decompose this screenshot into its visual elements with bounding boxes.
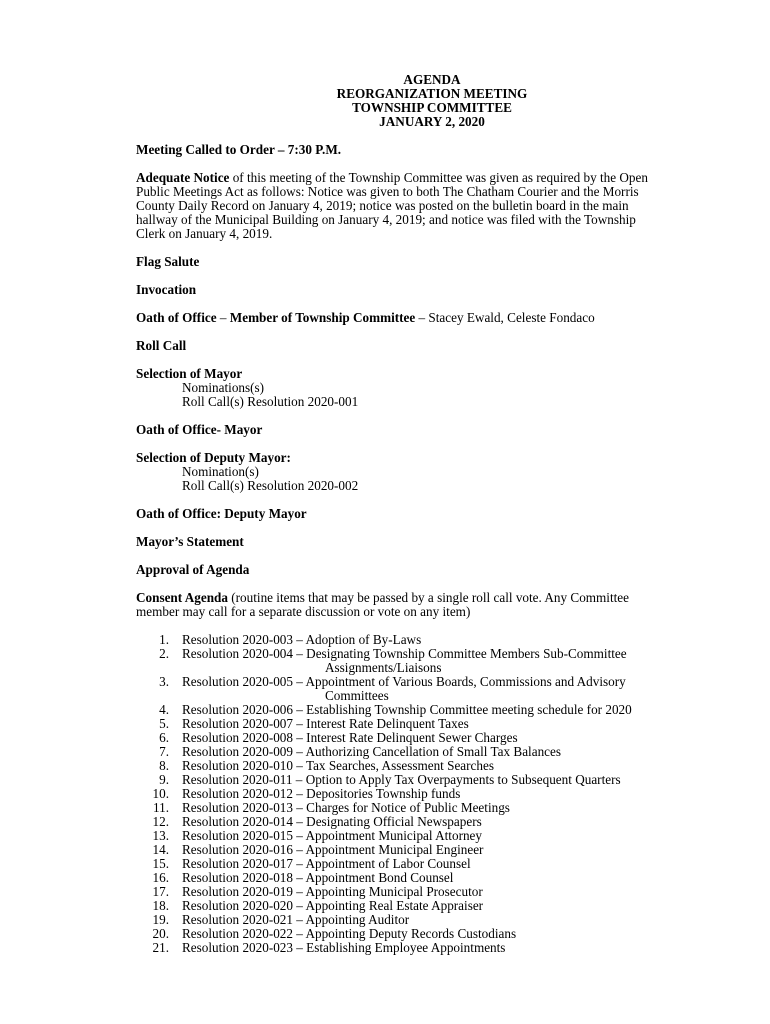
resolution-number: 13. xyxy=(152,828,169,843)
resolution-item xyxy=(136,871,736,885)
agenda-body xyxy=(136,143,736,955)
resolution-text: Resolution 2020-009 – Authorizing Cancellation of Small Tax Balances xyxy=(182,744,562,759)
resolution-item xyxy=(136,941,736,955)
resolution-item xyxy=(136,801,736,815)
consent-agenda-section xyxy=(136,591,736,619)
resolution-item xyxy=(136,843,736,857)
adequate-notice-section xyxy=(136,171,736,241)
selection-mayor-nominations: Nominations(s) xyxy=(182,380,265,395)
consent-agenda-line-1: (routine items that may be passed by a single roll call vote. Any Committee xyxy=(227,590,630,605)
oath-deputy-heading: Oath of Office: Deputy Mayor xyxy=(136,506,307,521)
header-date: JANUARY 2, 2020 xyxy=(379,114,485,129)
resolution-list xyxy=(136,633,736,955)
resolution-text: Resolution 2020-019 – Appointing Municipal Prosecutor xyxy=(182,884,483,899)
resolution-number: 4. xyxy=(159,702,169,717)
resolution-item xyxy=(136,899,736,913)
header-title: AGENDA xyxy=(403,72,461,87)
resolution-number: 6. xyxy=(159,730,169,745)
resolution-item xyxy=(136,703,736,717)
adequate-notice-line-4: hallway of the Municipal Building on January 4, 2019; and notice was filed with the Township xyxy=(136,212,636,227)
resolution-number: 14. xyxy=(152,842,169,857)
oath-member-separator: – xyxy=(216,310,230,325)
resolution-number: 12. xyxy=(152,814,169,829)
resolution-text: Resolution 2020-020 – Appointing Real Estate Appraiser xyxy=(182,898,484,913)
resolution-text-continuation: Committees xyxy=(325,688,389,703)
resolution-number: 21. xyxy=(152,940,169,955)
resolution-number: 17. xyxy=(152,884,169,899)
resolution-text: Resolution 2020-021 – Appointing Auditor xyxy=(182,912,410,927)
oath-mayor-heading: Oath of Office- Mayor xyxy=(136,422,263,437)
resolution-item xyxy=(136,829,736,843)
adequate-notice-line-1: of this meeting of the Township Committee was given as required by the Open xyxy=(229,170,648,185)
selection-deputy-roll-call: Roll Call(s) Resolution 2020-002 xyxy=(182,478,359,493)
resolution-number: 5. xyxy=(159,716,169,731)
oath-member-names: – Stacey Ewald, Celeste Fondaco xyxy=(415,310,595,325)
oath-member-label: Oath of Office xyxy=(136,310,217,325)
resolution-text: Resolution 2020-003 – Adoption of By-Laws xyxy=(182,632,422,647)
resolution-item xyxy=(136,885,736,899)
resolution-text: Resolution 2020-023 – Establishing Employee Appointments xyxy=(182,940,506,955)
selection-mayor-section xyxy=(136,367,736,409)
selection-mayor-heading: Selection of Mayor xyxy=(136,366,243,381)
resolution-number: 15. xyxy=(152,856,169,871)
mayors-statement-heading: Mayor’s Statement xyxy=(136,534,244,549)
approval-agenda-heading: Approval of Agenda xyxy=(136,562,250,577)
resolution-number: 18. xyxy=(152,898,169,913)
adequate-notice-label: Adequate Notice xyxy=(136,170,230,185)
resolution-item xyxy=(136,857,736,871)
resolution-text: Resolution 2020-018 – Appointment Bond Counsel xyxy=(182,870,454,885)
resolution-number: 10. xyxy=(152,786,169,801)
consent-agenda-label: Consent Agenda xyxy=(136,590,228,605)
resolution-text: Resolution 2020-013 – Charges for Notice of Public Meetings xyxy=(182,800,510,815)
agenda-header xyxy=(0,73,770,129)
resolution-text: Resolution 2020-007 – Interest Rate Delinquent Taxes xyxy=(182,716,469,731)
oath-member-committee-label: Member of Township Committee xyxy=(229,310,416,325)
resolution-item xyxy=(136,745,736,759)
resolution-text: Resolution 2020-010 – Tax Searches, Assessment Searches xyxy=(182,758,494,773)
invocation-heading: Invocation xyxy=(136,282,197,297)
header-committee: TOWNSHIP COMMITTEE xyxy=(352,100,512,115)
resolution-number: 20. xyxy=(152,926,169,941)
selection-mayor-roll-call: Roll Call(s) Resolution 2020-001 xyxy=(182,394,359,409)
adequate-notice-line-5: Clerk on January 4, 2019. xyxy=(136,226,273,241)
roll-call-heading: Roll Call xyxy=(136,338,187,353)
resolution-item xyxy=(136,675,736,703)
resolution-number: 19. xyxy=(152,912,169,927)
resolution-text: Resolution 2020-017 – Appointment of Labor Counsel xyxy=(182,856,471,871)
meeting-called-to-order: Meeting Called to Order – 7:30 P.M. xyxy=(136,142,342,157)
resolution-item xyxy=(136,787,736,801)
resolution-number: 8. xyxy=(159,758,169,773)
resolution-item xyxy=(136,815,736,829)
resolution-number: 16. xyxy=(152,870,169,885)
resolution-item xyxy=(136,633,736,647)
resolution-number: 3. xyxy=(159,674,169,689)
resolution-text: Resolution 2020-012 – Depositories Township funds xyxy=(182,786,461,801)
resolution-item xyxy=(136,647,736,675)
resolution-text: Resolution 2020-005 – Appointment of Various Boards, Commissions and Advisory xyxy=(182,674,626,689)
resolution-text: Resolution 2020-006 – Establishing Township Committee meeting schedule for 2020 xyxy=(182,702,632,717)
resolution-text-continuation: Assignments/Liaisons xyxy=(325,660,442,675)
resolution-item xyxy=(136,913,736,927)
resolution-text: Resolution 2020-015 – Appointment Municipal Attorney xyxy=(182,828,482,843)
resolution-item xyxy=(136,773,736,787)
resolution-number: 9. xyxy=(159,772,169,787)
resolution-number: 2. xyxy=(159,646,169,661)
resolution-item xyxy=(136,717,736,731)
resolution-text: Resolution 2020-011 – Option to Apply Tax Overpayments to Subsequent Quarters xyxy=(182,772,621,787)
header-meeting-type: REORGANIZATION MEETING xyxy=(336,86,528,101)
selection-deputy-nominations: Nomination(s) xyxy=(182,464,259,479)
adequate-notice-line-2: Public Meetings Act as follows: Notice was given to both The Chatham Courier and the Morris xyxy=(136,184,639,199)
adequate-notice-line-3: County Daily Record on January 4, 2019; notice was posted on the bulletin board in the main xyxy=(136,198,629,213)
resolution-text: Resolution 2020-022 – Appointing Deputy Records Custodians xyxy=(182,926,517,941)
resolution-text: Resolution 2020-016 – Appointment Municipal Engineer xyxy=(182,842,484,857)
resolution-number: 11. xyxy=(153,800,169,815)
resolution-item xyxy=(136,731,736,745)
resolution-number: 7. xyxy=(159,744,169,759)
resolution-number: 1. xyxy=(159,632,169,647)
selection-deputy-heading: Selection of Deputy Mayor: xyxy=(136,450,291,465)
resolution-text: Resolution 2020-014 – Designating Official Newspapers xyxy=(182,814,482,829)
resolution-text: Resolution 2020-008 – Interest Rate Delinquent Sewer Charges xyxy=(182,730,518,745)
consent-agenda-line-2: member may call for a separate discussion or vote on any item) xyxy=(136,604,471,619)
resolution-text: Resolution 2020-004 – Designating Township Committee Members Sub-Committee xyxy=(182,646,627,661)
selection-deputy-section xyxy=(136,451,736,493)
flag-salute-heading: Flag Salute xyxy=(136,254,200,269)
oath-member-section xyxy=(136,311,736,325)
resolution-item xyxy=(136,927,736,941)
resolution-item xyxy=(136,759,736,773)
